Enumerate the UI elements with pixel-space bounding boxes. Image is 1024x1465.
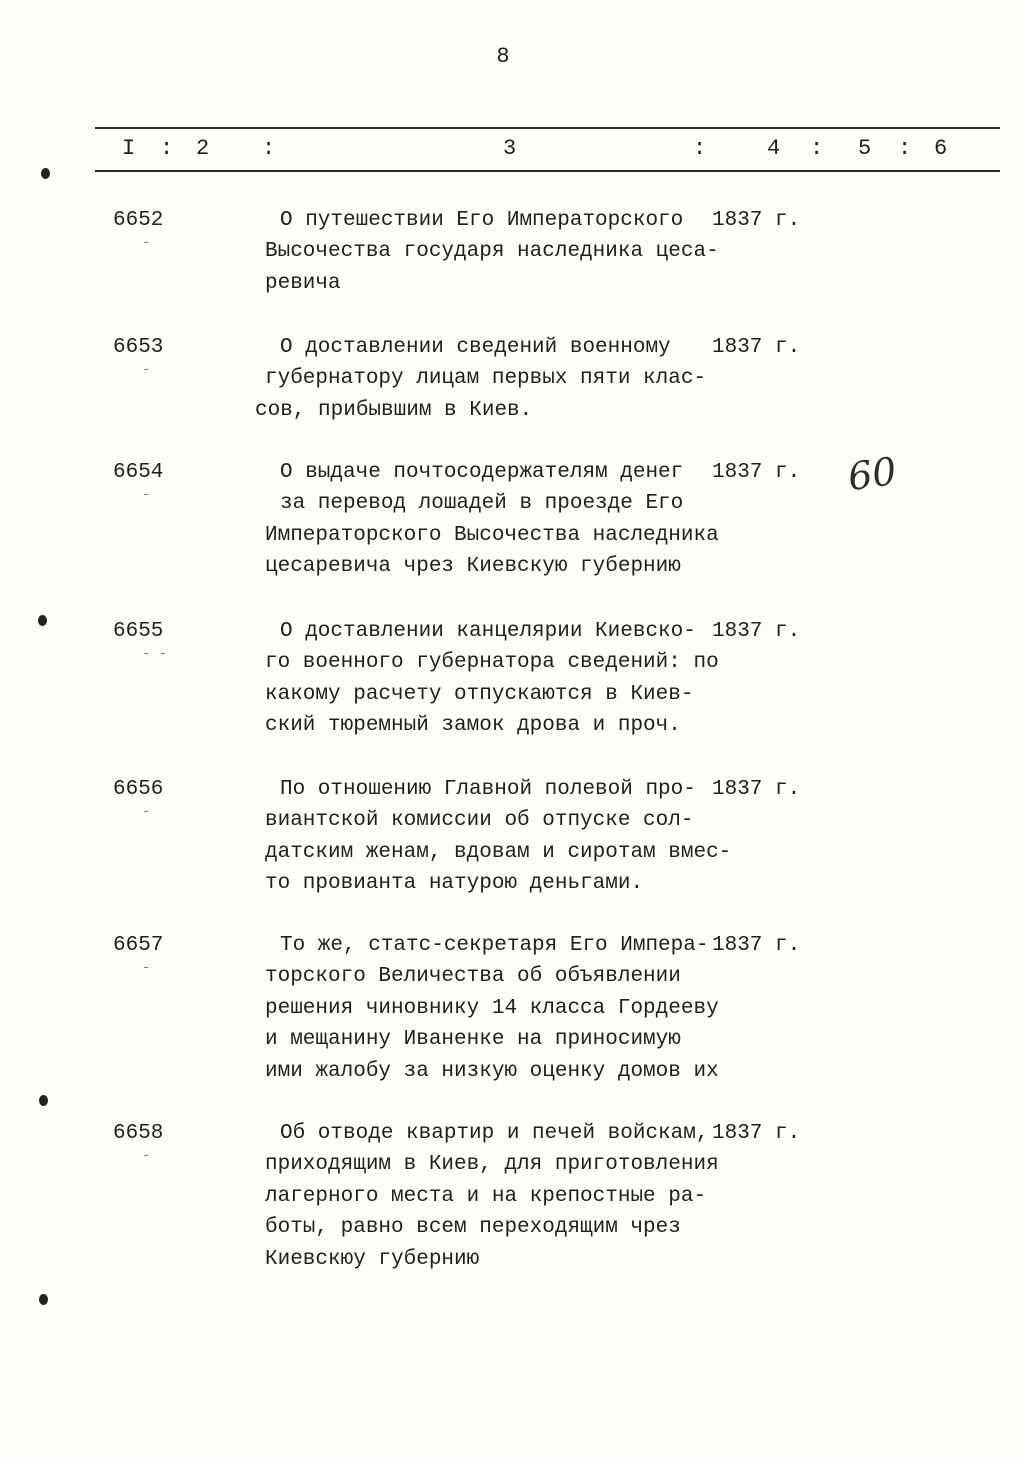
entry-mark: - — [142, 960, 151, 976]
entry-line: датским женам, вдовам и сиротам вмес- — [265, 840, 732, 864]
entry-year: 1837 г. — [712, 778, 801, 801]
entry-line: какому расчету отпускаются в Киев- — [265, 682, 694, 706]
entry-text — [255, 332, 735, 426]
entry-number: 6653 — [113, 336, 164, 359]
entry-mark: - — [142, 235, 151, 251]
entry-mark: - - — [142, 646, 168, 662]
header-separator: : — [810, 136, 824, 161]
header-col-2: 2 — [196, 136, 210, 161]
entry-line: ревича — [265, 271, 341, 295]
header-separator: : — [693, 136, 707, 161]
entry-number: 6658 — [113, 1122, 164, 1145]
entry-number: 6657 — [113, 934, 164, 957]
header-col-4: 4 — [767, 136, 781, 161]
entry-line: го военного губернатора сведений: по — [265, 651, 719, 675]
entry-line: виантской комиссии об отпуске сол- — [265, 809, 694, 833]
entry-line: Императорского Высочества наследника — [265, 523, 719, 547]
entry-line: и мещанину Иваненке на приносимую — [265, 1028, 681, 1052]
punch-hole — [39, 1294, 48, 1305]
entry-year: 1837 г. — [712, 461, 801, 484]
entry-line: то провианта натурою деньгами. — [265, 872, 644, 896]
entry-text — [265, 1118, 735, 1275]
header-top-rule — [95, 127, 1000, 129]
entry-line: цесаревича чрез Киевскую губернию — [265, 555, 681, 579]
punch-hole — [38, 615, 47, 626]
entry-number: 6652 — [113, 209, 164, 232]
entry-line: ский тюремный замок дрова и проч. — [265, 714, 681, 738]
entry-line: Об отводе квартир и печей войскам, — [280, 1122, 709, 1145]
header-bottom-rule — [95, 170, 1000, 172]
entry-line: боты, равно всем переходящим чрез — [265, 1216, 681, 1240]
entry-line: сов, прибывшим в Киев. — [255, 398, 533, 422]
entry-line: О выдаче почтосодержателям денег — [280, 461, 684, 484]
entry-year: 1837 г. — [712, 934, 801, 957]
entry-line: решения чиновнику 14 класса Гордееву — [265, 996, 719, 1020]
entry-line: Киевскюу губернию — [265, 1247, 480, 1271]
entry-text — [265, 616, 735, 742]
entry-year: 1837 г. — [712, 209, 801, 232]
header-col-1: I — [122, 136, 136, 161]
page-number: 8 — [496, 44, 510, 69]
header-separator: : — [160, 136, 174, 161]
header-separator: : — [262, 136, 276, 161]
entry-line: По отношению Главной полевой про- — [280, 778, 696, 801]
header-col-3: 3 — [503, 136, 517, 161]
entry-line: ими жалобу за низкую оценку домов их — [265, 1059, 719, 1083]
entry-line: Высочества государя наследника цеса- — [265, 240, 719, 264]
entry-text — [265, 457, 735, 583]
entry-year: 1837 г. — [712, 620, 801, 643]
header-col-5: 5 — [858, 136, 872, 161]
punch-hole — [39, 1095, 48, 1106]
entry-number: 6655 — [113, 620, 164, 643]
handwritten-folio-number: 60 — [845, 448, 900, 500]
entry-line: О путешествии Его Императорского — [280, 209, 684, 232]
entry-year: 1837 г. — [712, 1122, 801, 1145]
punch-hole — [41, 168, 50, 179]
entry-line: О доставлении сведений военному — [280, 336, 671, 359]
entry-line: лагерного места и на крепостные ра- — [265, 1184, 707, 1208]
entry-line: То же, статс-секретаря Его Импера- — [280, 934, 709, 957]
entry-mark: - — [142, 362, 151, 378]
entry-year: 1837 г. — [712, 336, 801, 359]
entry-text — [265, 205, 735, 299]
entry-number: 6654 — [113, 461, 164, 484]
entry-line: губернатору лицам первых пяти клас- — [265, 367, 707, 391]
entry-text — [265, 930, 735, 1087]
entry-line: за перевод лошадей в проезде Его — [280, 492, 684, 516]
entry-line: приходящим в Киев, для приготовления — [265, 1153, 719, 1177]
entry-mark: - — [142, 487, 151, 503]
entry-line: торского Величества об объявлении — [265, 965, 681, 989]
entry-line: О доставлении канцелярии Киевско- — [280, 620, 696, 643]
header-col-6: 6 — [934, 136, 948, 161]
entry-mark: - — [142, 1148, 151, 1164]
entry-number: 6656 — [113, 778, 164, 801]
entry-text — [265, 774, 735, 900]
header-separator: : — [898, 136, 912, 161]
entry-mark: - — [142, 804, 151, 820]
